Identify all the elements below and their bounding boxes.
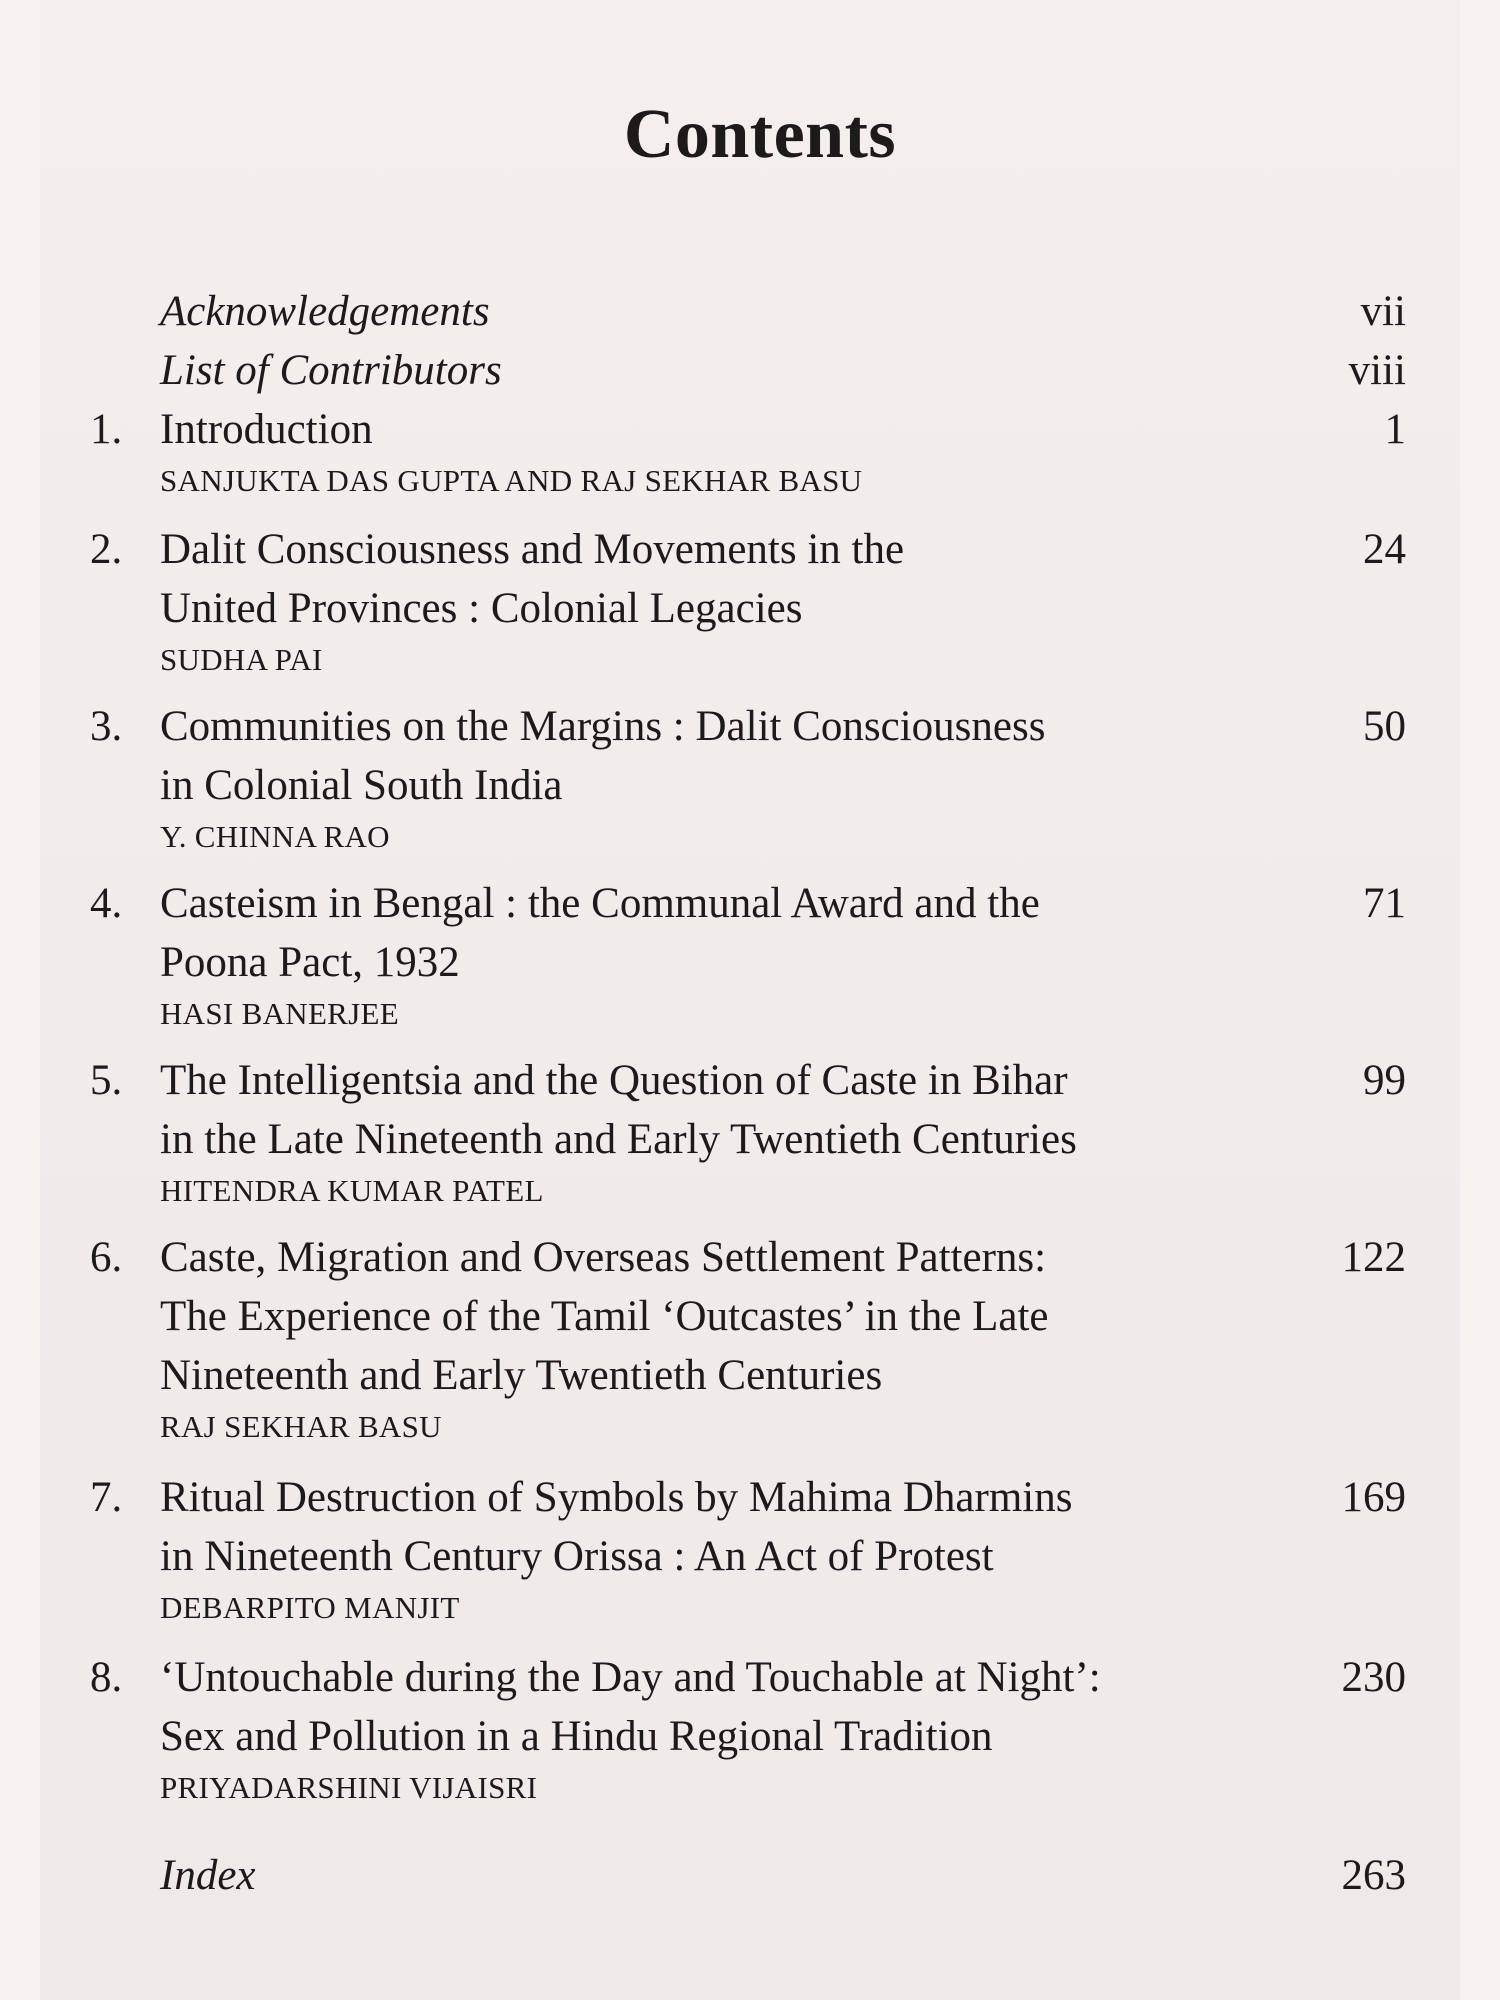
chapter-author: PRIYADARSHINI VIJAISRI xyxy=(160,1770,538,1805)
chapter-title-line: Ritual Destruction of Symbols by Mahima Dharmins xyxy=(160,1474,1073,1521)
toc-chapter-5 xyxy=(0,1051,1500,1213)
toc-page-number: 24 xyxy=(1363,526,1406,573)
toc-page-number: 122 xyxy=(1341,1234,1406,1281)
toc-page-number: 99 xyxy=(1363,1057,1406,1104)
chapter-title-line: Dalit Consciousness and Movements in the xyxy=(160,526,905,573)
toc-page-number: viii xyxy=(1348,347,1406,394)
toc-page-number: 169 xyxy=(1341,1474,1406,1521)
chapter-number: 8. xyxy=(90,1654,123,1701)
chapter-title-line: Sex and Pollution in a Hindu Regional Tradition xyxy=(160,1713,993,1760)
chapter-number: 5. xyxy=(90,1057,123,1104)
toc-page-number: vii xyxy=(1360,288,1406,335)
chapter-number: 4. xyxy=(90,880,123,927)
chapter-title-line: Introduction xyxy=(160,406,373,453)
toc-chapter-7 xyxy=(0,1468,1500,1630)
chapter-title-line: ‘Untouchable during the Day and Touchable at Night’: xyxy=(160,1654,1101,1701)
toc-chapter-4 xyxy=(0,874,1500,1036)
toc-chapter-1 xyxy=(0,400,1500,503)
chapter-author: SANJUKTA DAS GUPTA AND RAJ SEKHAR BASU xyxy=(160,463,863,498)
chapter-number: 3. xyxy=(90,703,123,750)
chapter-title-line: Nineteenth and Early Twentieth Centuries xyxy=(160,1352,883,1399)
toc-entry-label: List of Contributors xyxy=(160,347,502,394)
chapter-author: Y. CHINNA RAO xyxy=(160,819,390,854)
chapter-author: DEBARPITO MANJIT xyxy=(160,1590,460,1625)
toc-front-acknowledgements xyxy=(0,282,1500,341)
toc-front-contributors xyxy=(0,341,1500,400)
chapter-title-line: Casteism in Bengal : the Communal Award and the xyxy=(160,880,1040,927)
chapter-author: HITENDRA KUMAR PATEL xyxy=(160,1173,544,1208)
chapter-title-line: Communities on the Margins : Dalit Consciousness xyxy=(160,703,1046,750)
chapter-title-line: The Experience of the Tamil ‘Outcastes’ in the Late xyxy=(160,1293,1049,1340)
toc-page-number: 263 xyxy=(1341,1852,1406,1899)
chapter-title-line: The Intelligentsia and the Question of Caste in Bihar xyxy=(160,1057,1068,1104)
chapter-title-line: in Colonial South India xyxy=(160,762,563,809)
chapter-number: 7. xyxy=(90,1474,123,1521)
chapter-number: 2. xyxy=(90,526,123,573)
chapter-title-line: in Nineteenth Century Orissa : An Act of Protest xyxy=(160,1533,994,1580)
toc-page-number: 230 xyxy=(1341,1654,1406,1701)
chapter-number: 6. xyxy=(90,1234,123,1281)
chapter-title-line: Poona Pact, 1932 xyxy=(160,939,460,986)
chapter-title-line: in the Late Nineteenth and Early Twentieth Centuries xyxy=(160,1116,1077,1163)
chapter-author: SUDHA PAI xyxy=(160,642,323,677)
page-title: Contents xyxy=(623,96,897,173)
toc-page-number: 71 xyxy=(1363,880,1406,927)
toc-chapter-8 xyxy=(0,1648,1500,1810)
toc-page-number: 1 xyxy=(1384,406,1406,453)
toc-chapter-3 xyxy=(0,697,1500,859)
toc-back-index xyxy=(0,1846,1500,1905)
chapter-author: HASI BANERJEE xyxy=(160,996,399,1031)
toc-chapter-6 xyxy=(0,1228,1500,1449)
toc-entry-label: Acknowledgements xyxy=(160,288,490,335)
toc-chapter-2 xyxy=(0,520,1500,682)
chapter-title-line: United Provinces : Colonial Legacies xyxy=(160,585,803,632)
chapter-number: 1. xyxy=(90,406,123,453)
chapter-title-line: Caste, Migration and Overseas Settlement Patterns: xyxy=(160,1234,1047,1281)
toc-entry-label: Index xyxy=(160,1852,256,1899)
chapter-author: RAJ SEKHAR BASU xyxy=(160,1409,442,1444)
toc-page-number: 50 xyxy=(1363,703,1406,750)
